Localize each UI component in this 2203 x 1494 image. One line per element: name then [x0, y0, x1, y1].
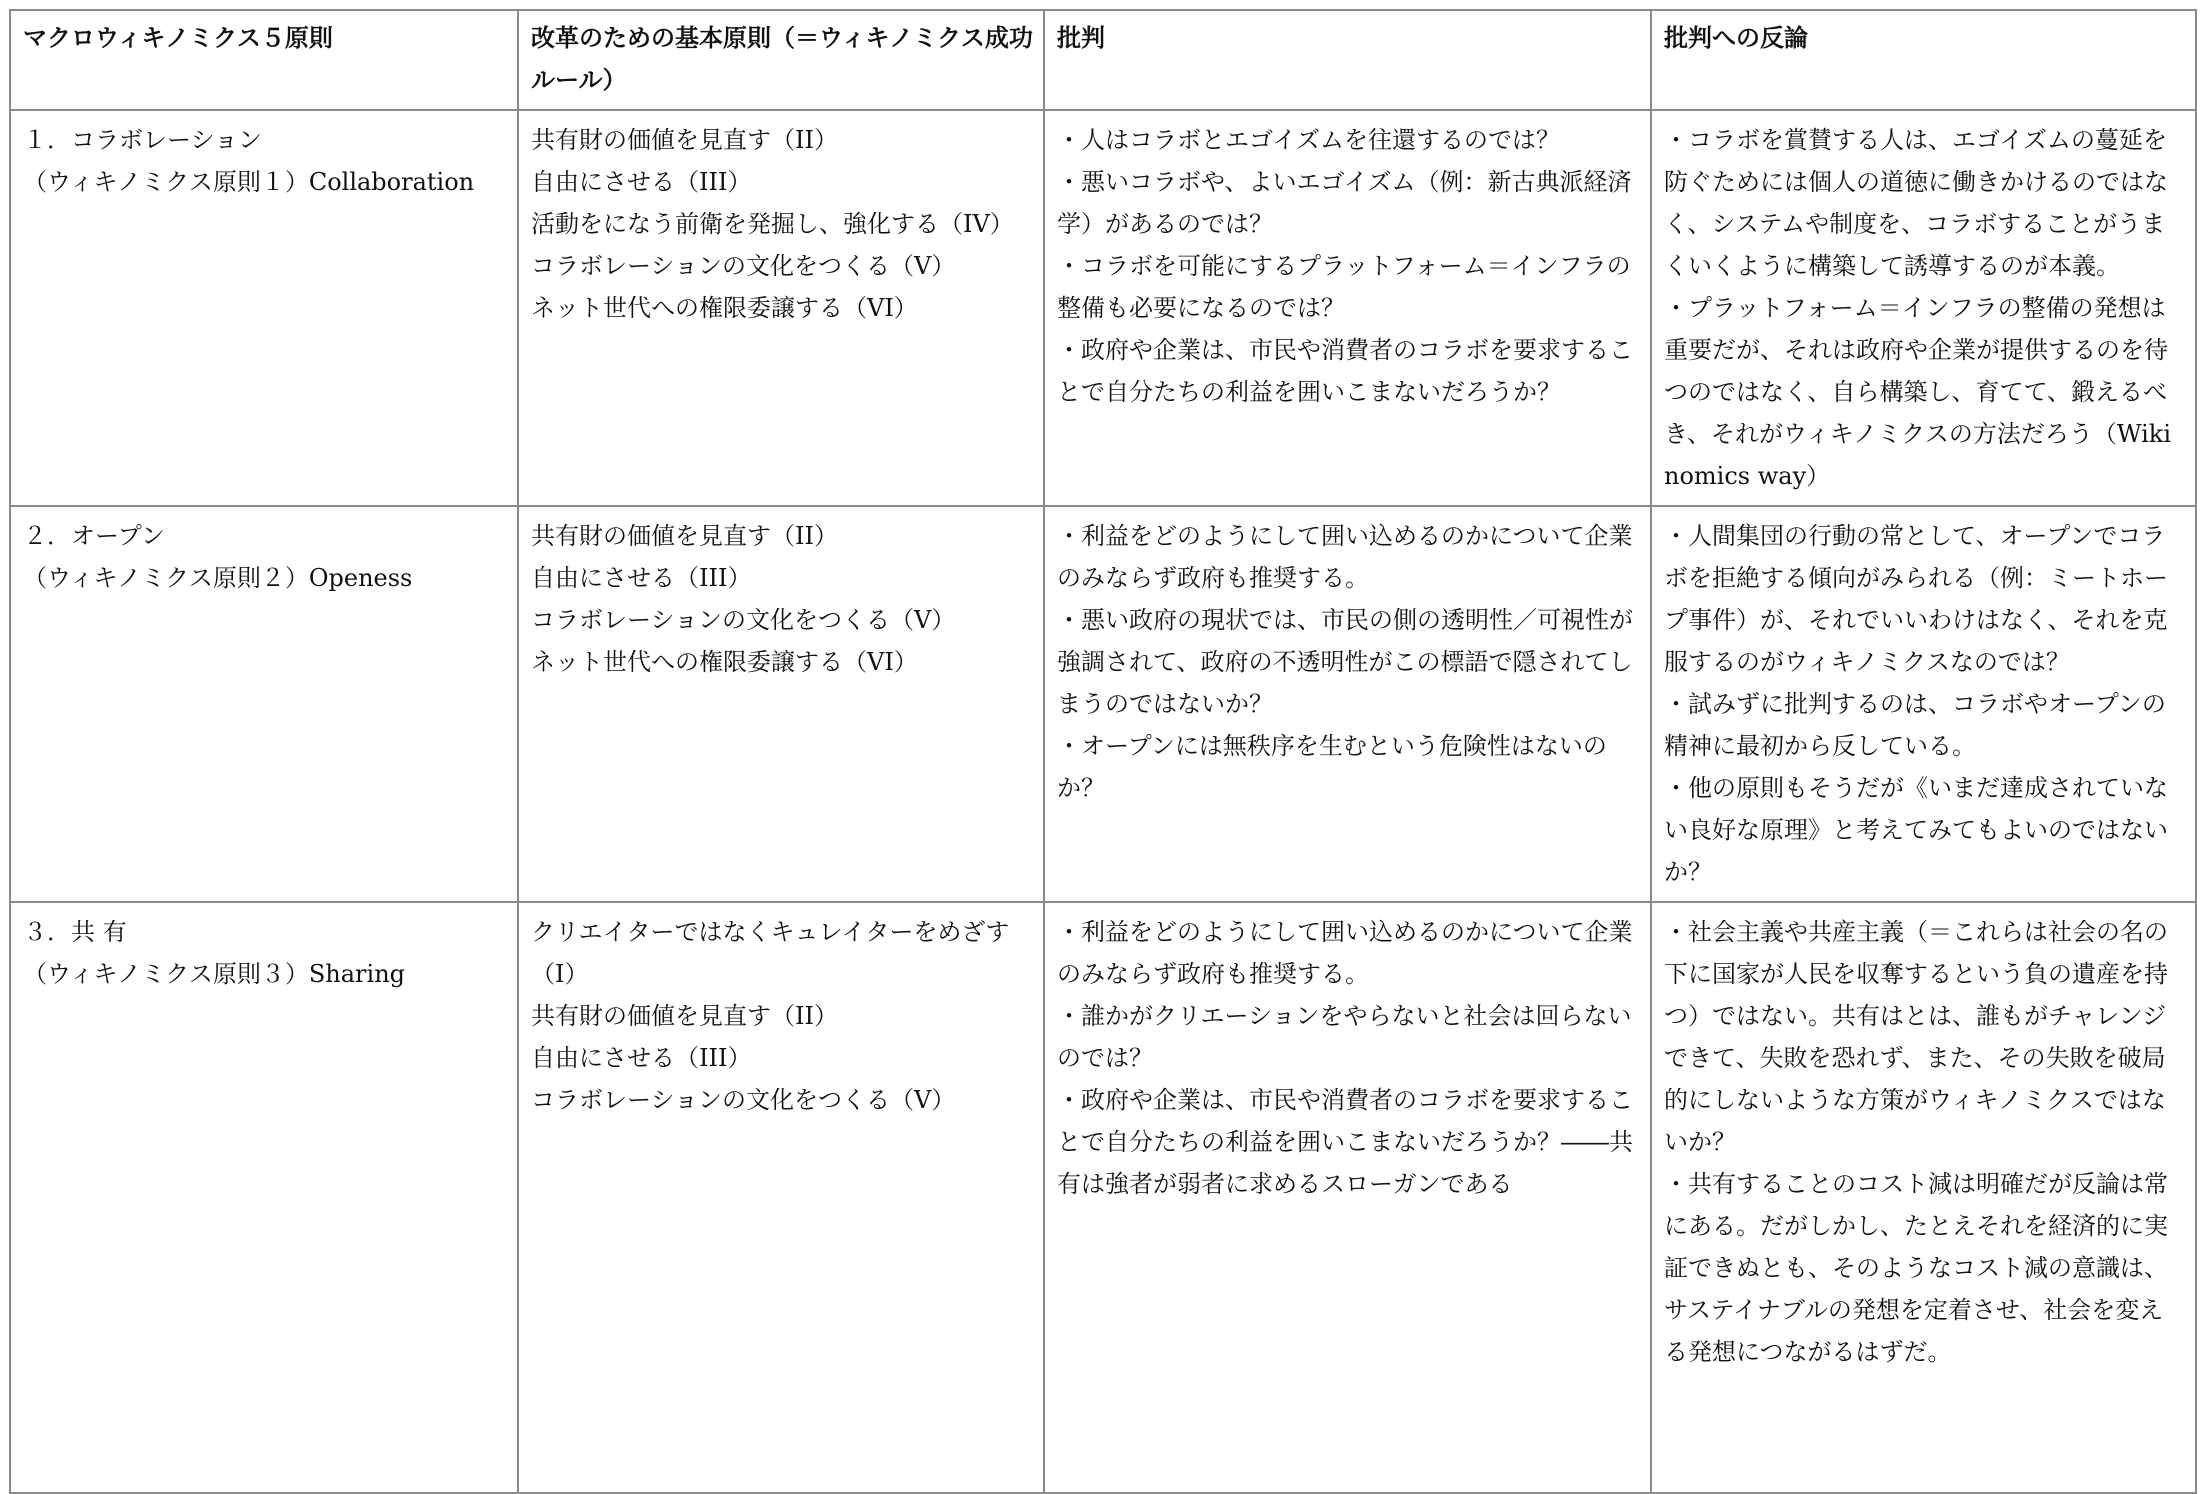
- criticism-item: ・政府や企業は、市民や消費者のコラボを要求することで自分たちの利益を囲いこまないだろうか？――共有は強者が弱者に求めるスローガンである: [1057, 1086, 1633, 1198]
- rebuttal-cell: [1651, 506, 2196, 902]
- rebuttal-item: ・人間集団の行動の常として、オープンでコラボを拒絶する傾向がみられる（例：ミートホープ事件）が、それでいいわけはなく、それを克服するのがウィキノミクスなのでは？: [1664, 522, 2168, 676]
- criticism-cell: [1044, 506, 1651, 902]
- principle-subtitle: （ウィキノミクス原則１）Collaboration: [23, 168, 475, 196]
- table-row: [10, 506, 2196, 902]
- principle-cell: [10, 506, 518, 902]
- criticism-cell: [1044, 902, 1651, 1493]
- principles-table-container: [9, 9, 2195, 1494]
- principle-number: ２．オープン: [23, 522, 165, 550]
- wikinomics-principles-table: [9, 9, 2197, 1494]
- rule-item: ネット世代への権限委譲する（VI）: [531, 648, 918, 676]
- rebuttal-cell: [1651, 902, 2196, 1493]
- rule-item: 共有財の価値を見直す（II）: [531, 1002, 838, 1030]
- table-row: [10, 902, 2196, 1493]
- principle-subtitle: （ウィキノミクス原則２）Openess: [23, 564, 413, 592]
- criticism-item: ・利益をどのようにして囲い込めるのかについて企業のみならず政府も推奨する。: [1057, 918, 1633, 988]
- rule-item: 自由にさせる（III）: [531, 1044, 752, 1072]
- criticism-item: ・政府や企業は、市民や消費者のコラボを要求することで自分たちの利益を囲いこまないだろうか？: [1057, 336, 1633, 406]
- rules-cell: [518, 506, 1044, 902]
- header-rebuttal: 批判への反論: [1651, 10, 2196, 110]
- principle-cell: [10, 110, 518, 506]
- criticism-item: ・オープンには無秩序を生むという危険性はないのか？: [1057, 732, 1607, 802]
- rebuttal-item: ・プラットフォーム＝インフラの整備の発想は重要だが、それは政府や企業が提供するのを待つのではなく、自ら構築し、育てて、鍛えるべき、それがウィキノミクスの方法だろう（Wikinomics way）: [1664, 294, 2172, 490]
- rebuttal-item: ・社会主義や共産主義（＝これらは社会の名の下に国家が人民を収奪するという負の遺産を持つ）ではない。共有はとは、誰もがチャレンジできて、失敗を恐れず、また、その失敗を破局的にしないような方策がウィキノミクスではないか？: [1664, 918, 2168, 1156]
- criticism-item: ・悪いコラボや、よいエゴイズム（例：新古典派経済学）があるのでは？: [1057, 168, 1632, 238]
- criticism-item: ・人はコラボとエゴイズムを往還するのでは？: [1057, 126, 1561, 154]
- rule-item: 自由にさせる（III）: [531, 564, 752, 592]
- principle-number: １．コラボレーション: [23, 126, 263, 154]
- principle-cell: [10, 902, 518, 1493]
- principle-subtitle: （ウィキノミクス原則３）Sharing: [23, 960, 406, 988]
- rule-item: コラボレーションの文化をつくる（V）: [531, 252, 956, 280]
- rules-cell: [518, 110, 1044, 506]
- header-row: [10, 10, 2196, 110]
- header-principles: マクロウィキノミクス５原則: [10, 10, 518, 110]
- rules-cell: [518, 902, 1044, 1493]
- rule-item: コラボレーションの文化をつくる（V）: [531, 606, 956, 634]
- header-criticism: 批判: [1044, 10, 1651, 110]
- table-row: [10, 110, 2196, 506]
- header-rules: 改革のための基本原則（＝ウィキノミクス成功ルール）: [518, 10, 1044, 110]
- rule-item: クリエイターではなくキュレイターをめざす（I）: [531, 918, 1010, 988]
- rule-item: 自由にさせる（III）: [531, 168, 752, 196]
- criticism-item: ・悪い政府の現状では、市民の側の透明性／可視性が強調されて、政府の不透明性がこの標語で隠されてしまうのではないか？: [1057, 606, 1633, 718]
- criticism-item: ・利益をどのようにして囲い込めるのかについて企業のみならず政府も推奨する。: [1057, 522, 1633, 592]
- rule-item: コラボレーションの文化をつくる（V）: [531, 1086, 956, 1114]
- criticism-item: ・誰かがクリエーションをやらないと社会は回らないのでは？: [1057, 1002, 1632, 1072]
- rule-item: 活動をになう前衛を発掘し、強化する（IV）: [531, 210, 1014, 238]
- criticism-cell: [1044, 110, 1651, 506]
- rule-item: ネット世代への権限委譲する（VI）: [531, 294, 918, 322]
- rule-item: 共有財の価値を見直す（II）: [531, 522, 838, 550]
- rebuttal-item: ・他の原則もそうだが《いまだ達成されていない良好な原理》と考えてみてもよいのではないか？: [1664, 774, 2168, 886]
- rebuttal-item: ・試みずに批判するのは、コラボやオープンの精神に最初から反している。: [1664, 690, 2166, 760]
- rebuttal-cell: [1651, 110, 2196, 506]
- principle-number: ３．共 有: [23, 918, 127, 946]
- rule-item: 共有財の価値を見直す（II）: [531, 126, 838, 154]
- rebuttal-item: ・共有することのコスト減は明確だが反論は常にある。だがしかし、たとえそれを経済的に実証できぬとも、そのようなコスト減の意識は、サステイナブルの発想を定着させ、社会を変える発想につながるはずだ。: [1664, 1170, 2168, 1366]
- rebuttal-item: ・コラボを賞賛する人は、エゴイズムの蔓延を防ぐためには個人の道徳に働きかけるのではなく、システムや制度を、コラボすることがうまくいくように構築して誘導するのが本義。: [1664, 126, 2168, 280]
- criticism-item: ・コラボを可能にするプラットフォーム＝インフラの整備も必要になるのでは？: [1057, 252, 1631, 322]
